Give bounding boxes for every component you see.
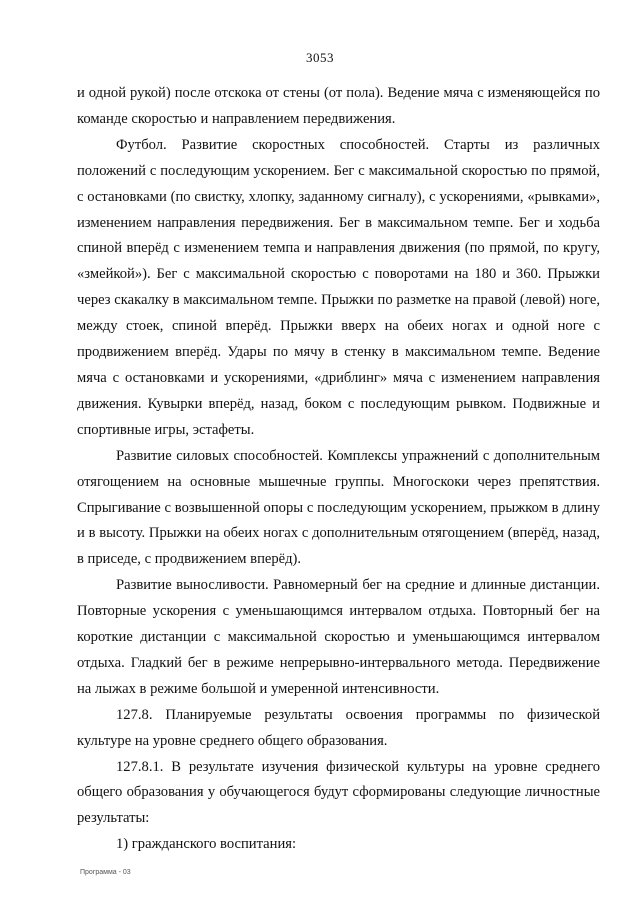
paragraph-section-127-8-1: 127.8.1. В результате изучения физической культуры на уровне среднего общего образования у обучающегося будут сформированы следующие личностные результаты: (77, 758, 600, 827)
document-body (77, 81, 600, 858)
paragraph-strength: Развитие силовых способностей. Комплексы упражнений с дополнительным отягощением на основные мышечные группы. Многоскоки через препятствия. Спрыгивание с возвышенной опоры с последующим ускорением, прыжком в длину и в высоту. Прыжки на обеих ногах с дополнительным отягощением (вперёд, назад, в приседе, с продвижением вперёд). (77, 447, 600, 568)
paragraph-list-item-1: 1) гражданского воспитания: (116, 836, 297, 853)
paragraph-section-127-8: 127.8. Планируемые результаты освоения программы по физической культуре на уровне среднего общего образования. (77, 706, 600, 749)
paragraph-continuation: и одной рукой) после отскока от стены (от пола). Ведение мяча с изменяющейся по команде скоростью и направлением передвижения. (77, 85, 600, 127)
page-footer: Программа - 03 (80, 869, 131, 876)
paragraph-endurance: Развитие выносливости. Равномерный бег на средние и длинные дистанции. Повторные ускорения с уменьшающимся интервалом отдыха. Повторный бег на короткие дистанции с максимальной скоростью и уменьшающимся интервалом отдыха. Гладкий бег в режиме непрерывно-интервального метода. Передвижение на лыжах в режиме большой и умеренной интенсивности. (77, 577, 600, 697)
paragraph-football-speed: Футбол. Развитие скоростных способностей. Старты из различных положений с последующим ускорением. Бег с максимальной скоростью по прямой, с остановками (по свистку, хлопку, заданному сигналу), с ускорениями, «рывками», изменением направления передвижения. Бег в максимальном темпе. Бег и ходьба спиной вперёд с изменением темпа и направления движения (по прямой, по кругу, «змейкой»). Бег с максимальной скоростью с поворотами на 180 и 360. Прыжки через скакалку в максимальном темпе. Прыжки по разметке на правой (левой) ноге, между стоек, спиной вперёд. Прыжки вверх на обеих ногах и одной ноге с продвижением вперёд. Удары по мячу в стенку в максимальном темпе. Ведение мяча с остановками и ускорениями, «дриблинг» мяча с изменением направления движения. Кувырки вперёд, назад, боком с последующим рывком. Подвижные и спортивные игры, эстафеты. (77, 136, 600, 438)
page-number: 3053 (306, 50, 334, 65)
